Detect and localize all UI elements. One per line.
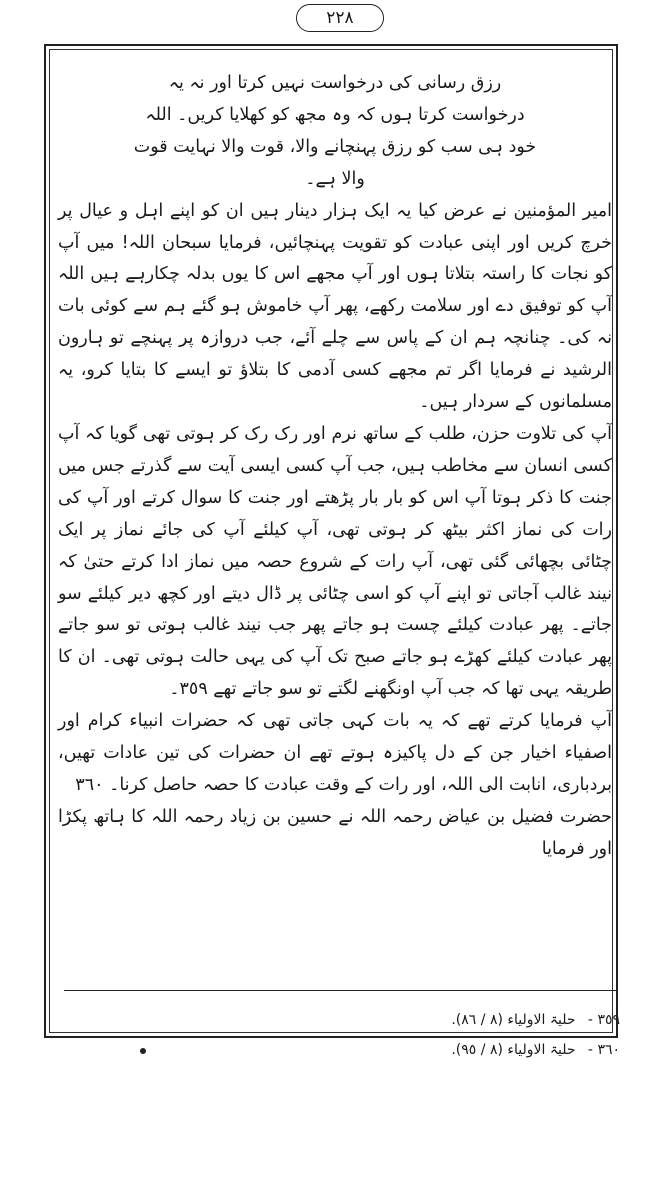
paragraph-4: حضرت فضیل بن عیاض رحمہ اللہ نے حسین بن زیاد رحمہ اللہ کا ہاتھ پکڑا اور فرمایا — [58, 806, 612, 859]
paragraph-1: امیر المؤمنین نے عرض کیا یہ ایک ہزار دینار ہیں ان کو اپنے اہل و عیال پر خرچ کریں اور اپنی عبادت کو تقویت پہنچائیں، فرمایا سبحان اللہ! میں آپ کو نجات کا راستہ بتلاتا ہوں اور آپ مجھے اس کا یوں بدلہ چکارہے ہیں اللہ آپ کو توفیق دے اور سلامت رکھے، پھر آپ خاموش ہو گئے ہم سے کوئی بات نہ کی۔ چنانچہ ہم ان کے پاس سے چلے آئے، جب دروازہ پر پہنچے تو ہارون الرشید نے فرمایا اگر تم مجھے کسی آدمی کا بتلاؤ تو ایسے کا بتایا کرو، یہ مسلمانوں کے سردار ہیں۔ — [58, 200, 612, 413]
footnotes — [300, 1005, 620, 1065]
footnote-number: ٣٥٩ - — [587, 1012, 620, 1028]
footnote-item — [300, 1035, 620, 1065]
quote-paragraph: رزق رسانی کی درخواست نہیں کرتا اور نہ یہ درخواست کرتا ہوں کہ وہ مجھ کو کھلایا کریں۔ اللہ خود ہی سب کو رزق پہنچانے والا، قوت والا نہایت قوت والا ہے۔ — [133, 73, 537, 189]
stray-mark — [140, 1048, 146, 1054]
footnote-number: ٣٦٠ - — [587, 1042, 620, 1058]
body-text — [58, 68, 612, 866]
footnote-item — [300, 1005, 620, 1035]
footnote-text: حلیۃ الاولیاء (٨ / ٨٦). — [451, 1012, 576, 1028]
paragraph-3: آپ فرمایا کرتے تھے کہ یہ بات کہی جاتی تھی کہ حضرات انبیاء کرام اور اصفیاء اخیار جن کے دل پاکیزہ ہوتے تھے ان حضرات کی تین عادات تھیں، بردباری، انابت الی اللہ، اور رات کے وقت عبادت کا حصہ حاصل کرنا۔ ٣٦٠ — [58, 711, 612, 795]
paragraph-2: آپ کی تلاوت حزن، طلب کے ساتھ نرم اور رک رک کر ہوتی تھی گویا کہ آپ کسی انسان سے مخاطب ہیں، جب آپ کسی ایسی آیت سے گذرتے جس میں جنت کا ذکر ہوتا آپ اس کو بار بار پڑھتے اور جنت کا سوال کرتے اور آپ کی رات کی نماز اکثر بیٹھ کر ہوتی تھی، آپ کیلئے آپ کی جائے نماز پر ایک چٹائی بچھائی گئی تھی، آپ رات کے شروع حصہ میں نماز ادا کرتے حتیٰ کہ نیند غالب آجاتی تو اپنے آپ کو اسی چٹائی پر ڈال دیتے اور کچھ دیر کیلئے سو جاتے۔ پھر عبادت کیلئے چست ہو جاتے پھر جب نیند غالب ہوتی تو سو جاتے پھر عبادت کیلئے کھڑے ہو جاتے صبح تک آپ کی یہی حالت ہوتی تھی۔ ان کا طریقہ یہی تھا کہ جب آپ اونگھنے لگتے تو سو جاتے تھے ٣٥٩۔ — [58, 423, 612, 700]
footnote-text: حلیۃ الاولیاء (٨ / ٩٥). — [451, 1042, 576, 1058]
footnote-divider — [64, 990, 618, 991]
page-number: ٢٢٨ — [296, 4, 384, 32]
